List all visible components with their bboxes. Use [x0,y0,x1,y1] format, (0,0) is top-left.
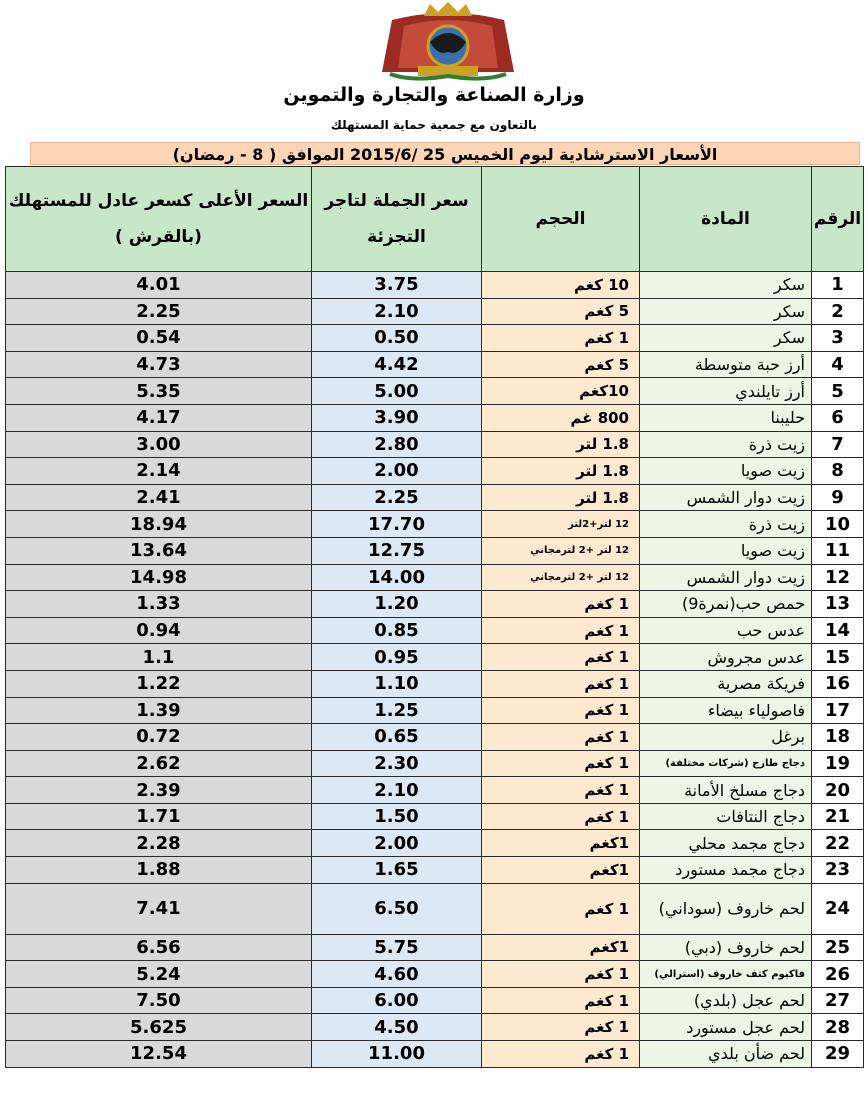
cell-num: 26 [812,961,864,988]
cell-num: 10 [812,511,864,538]
table-row [6,830,864,857]
cell-max-price: 2.41 [6,484,312,511]
cell-num: 2 [812,298,864,325]
cell-material: زيت صويا [640,458,812,485]
cell-max-price: 4.73 [6,351,312,378]
cell-material: زيت ذرة [640,431,812,458]
cell-num: 7 [812,431,864,458]
cell-material: دجاج النتافات [640,803,812,830]
table-row [6,564,864,591]
cell-num: 20 [812,777,864,804]
cell-size: 12 لتر +2 لترمجاني [482,564,640,591]
cell-max-price: 13.64 [6,537,312,564]
cell-wholesale: 6.00 [312,987,482,1014]
table-row [6,298,864,325]
cell-wholesale: 4.50 [312,1014,482,1041]
cell-wholesale: 14.00 [312,564,482,591]
table-row [6,484,864,511]
cell-num: 3 [812,325,864,352]
table-row [6,724,864,751]
table-row [6,1041,864,1068]
cell-material: دجاج طازج (شركات مختلفة) [640,750,812,777]
cell-num: 24 [812,883,864,934]
cell-size: 1 كغم [482,617,640,644]
cell-material: لحم عجل (بلدي) [640,987,812,1014]
cell-num: 17 [812,697,864,724]
cell-wholesale: 1.20 [312,591,482,618]
cell-material: عدس حب [640,617,812,644]
cell-material: دجاج مسلخ الأمانة [640,777,812,804]
cell-max-price: 1.1 [6,644,312,671]
cell-wholesale: 2.30 [312,750,482,777]
cell-max-price: 12.54 [6,1041,312,1068]
column-header-num: الرقم [812,167,864,272]
cell-max-price: 7.50 [6,987,312,1014]
cell-max-price: 1.71 [6,803,312,830]
table-row [6,934,864,961]
cell-wholesale: 1.25 [312,697,482,724]
table-row [6,883,864,934]
cell-wholesale: 6.50 [312,883,482,934]
ministry-name: وزارة الصناعة والتجارة والتموين [283,84,585,106]
cell-size: 1 كغم [482,883,640,934]
table-row [6,325,864,352]
cell-size: 800 غم [482,404,640,431]
cell-max-price: 0.54 [6,325,312,352]
cell-wholesale: 2.00 [312,830,482,857]
cell-num: 6 [812,404,864,431]
cell-size: 1 كغم [482,644,640,671]
cell-material: زيت دوار الشمس [640,564,812,591]
table-row [6,458,864,485]
table-row [6,511,864,538]
cell-max-price: 2.39 [6,777,312,804]
cell-wholesale: 11.00 [312,1041,482,1068]
cell-wholesale: 4.60 [312,961,482,988]
table-row [6,351,864,378]
cell-material: زيت صويا [640,537,812,564]
cell-max-price: 2.14 [6,458,312,485]
table-header-row [6,167,864,272]
cell-size: 1.8 لتر [482,431,640,458]
cell-max-price: 1.33 [6,591,312,618]
cell-max-price: 1.39 [6,697,312,724]
table-row [6,431,864,458]
cell-wholesale: 0.85 [312,617,482,644]
cell-material: سكر [640,272,812,299]
cell-size: 1.8 لتر [482,458,640,485]
cell-size: 10 كغم [482,272,640,299]
cell-size: 1كغم [482,934,640,961]
cell-material: دجاج مجمد محلي [640,830,812,857]
cell-size: 12 لتر+2لتر [482,511,640,538]
cell-size: 1 كغم [482,591,640,618]
cell-max-price: 5.625 [6,1014,312,1041]
cell-wholesale: 0.95 [312,644,482,671]
cell-size: 1 كغم [482,750,640,777]
cell-max-price: 6.56 [6,934,312,961]
cell-material: زيت ذرة [640,511,812,538]
cooperation-subtitle: بالتعاون مع جمعية حماية المستهلك [330,118,538,132]
cell-num: 1 [812,272,864,299]
cell-material: أرز تايلندي [640,378,812,405]
cell-size: 12 لتر +2 لترمجاني [482,537,640,564]
cell-size: 1 كغم [482,803,640,830]
table-row [6,378,864,405]
table-row [6,857,864,884]
cell-max-price: 2.25 [6,298,312,325]
cell-num: 12 [812,564,864,591]
cell-num: 21 [812,803,864,830]
cell-size: 10كغم [482,378,640,405]
table-row [6,670,864,697]
cell-material: حمص حب(نمرة9) [640,591,812,618]
cell-size: 1 كغم [482,1014,640,1041]
cell-material: زيت دوار الشمس [640,484,812,511]
table-row [6,591,864,618]
cell-material: لحم عجل مستورد [640,1014,812,1041]
column-header-max-price: السعر الأعلى كسعر عادل للمستهلك (بالقرش ) [6,167,312,272]
cell-max-price: 0.72 [6,724,312,751]
cell-size: 1كغم [482,857,640,884]
cell-wholesale: 0.65 [312,724,482,751]
cell-size: 1 كغم [482,1041,640,1068]
cell-material: دجاج مجمد مستورد [640,857,812,884]
cell-size: 1 كغم [482,724,640,751]
cell-wholesale: 4.42 [312,351,482,378]
prices-date-banner: الأسعار الاسترشادية ليوم الخميس 25 /2015/6 الموافق ( 8 - رمضان) [30,142,860,165]
table-row [6,617,864,644]
cell-max-price: 14.98 [6,564,312,591]
cell-num: 4 [812,351,864,378]
cell-material: لحم خاروف (سوداني) [640,883,812,934]
cell-size: 1 كغم [482,697,640,724]
cell-material: سكر [640,325,812,352]
cell-num: 14 [812,617,864,644]
cell-material: فاكيوم كتف خاروف (استرالي) [640,961,812,988]
cell-material: حليبنا [640,404,812,431]
cell-num: 5 [812,378,864,405]
column-header-material: المادة [640,167,812,272]
cell-material: فريكة مصرية [640,670,812,697]
cell-max-price: 5.35 [6,378,312,405]
table-row [6,987,864,1014]
table-row [6,750,864,777]
cell-wholesale: 3.90 [312,404,482,431]
cell-max-price: 1.88 [6,857,312,884]
cell-max-price: 1.22 [6,670,312,697]
cell-num: 27 [812,987,864,1014]
cell-max-price: 4.17 [6,404,312,431]
cell-max-price: 2.62 [6,750,312,777]
cell-wholesale: 5.75 [312,934,482,961]
cell-num: 22 [812,830,864,857]
cell-wholesale: 12.75 [312,537,482,564]
table-row [6,697,864,724]
cell-material: برغل [640,724,812,751]
cell-num: 19 [812,750,864,777]
cell-wholesale: 1.50 [312,803,482,830]
cell-size: 5 كغم [482,298,640,325]
table-row [6,1014,864,1041]
table-row [6,777,864,804]
cell-wholesale: 2.25 [312,484,482,511]
cell-max-price: 0.94 [6,617,312,644]
cell-num: 8 [812,458,864,485]
prices-table [5,166,864,1068]
cell-size: 1كغم [482,830,640,857]
table-row [6,272,864,299]
cell-max-price: 7.41 [6,883,312,934]
cell-material: لحم ضأن بلدي [640,1041,812,1068]
cell-size: 1.8 لتر [482,484,640,511]
table-row [6,961,864,988]
cell-size: 1 كغم [482,961,640,988]
cell-wholesale: 2.10 [312,777,482,804]
cell-size: 1 كغم [482,325,640,352]
cell-num: 18 [812,724,864,751]
cell-num: 16 [812,670,864,697]
cell-material: أرز حبة متوسطة [640,351,812,378]
cell-wholesale: 5.00 [312,378,482,405]
column-header-wholesale: سعر الجملة لتاجر التجزئة [312,167,482,272]
cell-num: 15 [812,644,864,671]
cell-wholesale: 17.70 [312,511,482,538]
cell-material: سكر [640,298,812,325]
cell-wholesale: 2.10 [312,298,482,325]
cell-size: 5 كغم [482,351,640,378]
cell-num: 13 [812,591,864,618]
cell-max-price: 3.00 [6,431,312,458]
cell-max-price: 2.28 [6,830,312,857]
cell-material: فاصولياء بيضاء [640,697,812,724]
jordan-coat-of-arms-emblem [372,2,524,82]
cell-material: لحم خاروف (دبي) [640,934,812,961]
cell-wholesale: 3.75 [312,272,482,299]
cell-num: 11 [812,537,864,564]
cell-max-price: 4.01 [6,272,312,299]
table-row [6,537,864,564]
cell-num: 29 [812,1041,864,1068]
cell-size: 1 كغم [482,987,640,1014]
cell-size: 1 كغم [482,670,640,697]
cell-num: 25 [812,934,864,961]
cell-wholesale: 1.10 [312,670,482,697]
cell-wholesale: 2.80 [312,431,482,458]
cell-num: 28 [812,1014,864,1041]
cell-material: عدس مجروش [640,644,812,671]
cell-wholesale: 0.50 [312,325,482,352]
cell-num: 23 [812,857,864,884]
column-header-size: الحجم [482,167,640,272]
table-row [6,644,864,671]
cell-wholesale: 1.65 [312,857,482,884]
cell-max-price: 18.94 [6,511,312,538]
table-row [6,803,864,830]
table-row [6,404,864,431]
cell-max-price: 5.24 [6,961,312,988]
cell-size: 1 كغم [482,777,640,804]
cell-num: 9 [812,484,864,511]
cell-wholesale: 2.00 [312,458,482,485]
